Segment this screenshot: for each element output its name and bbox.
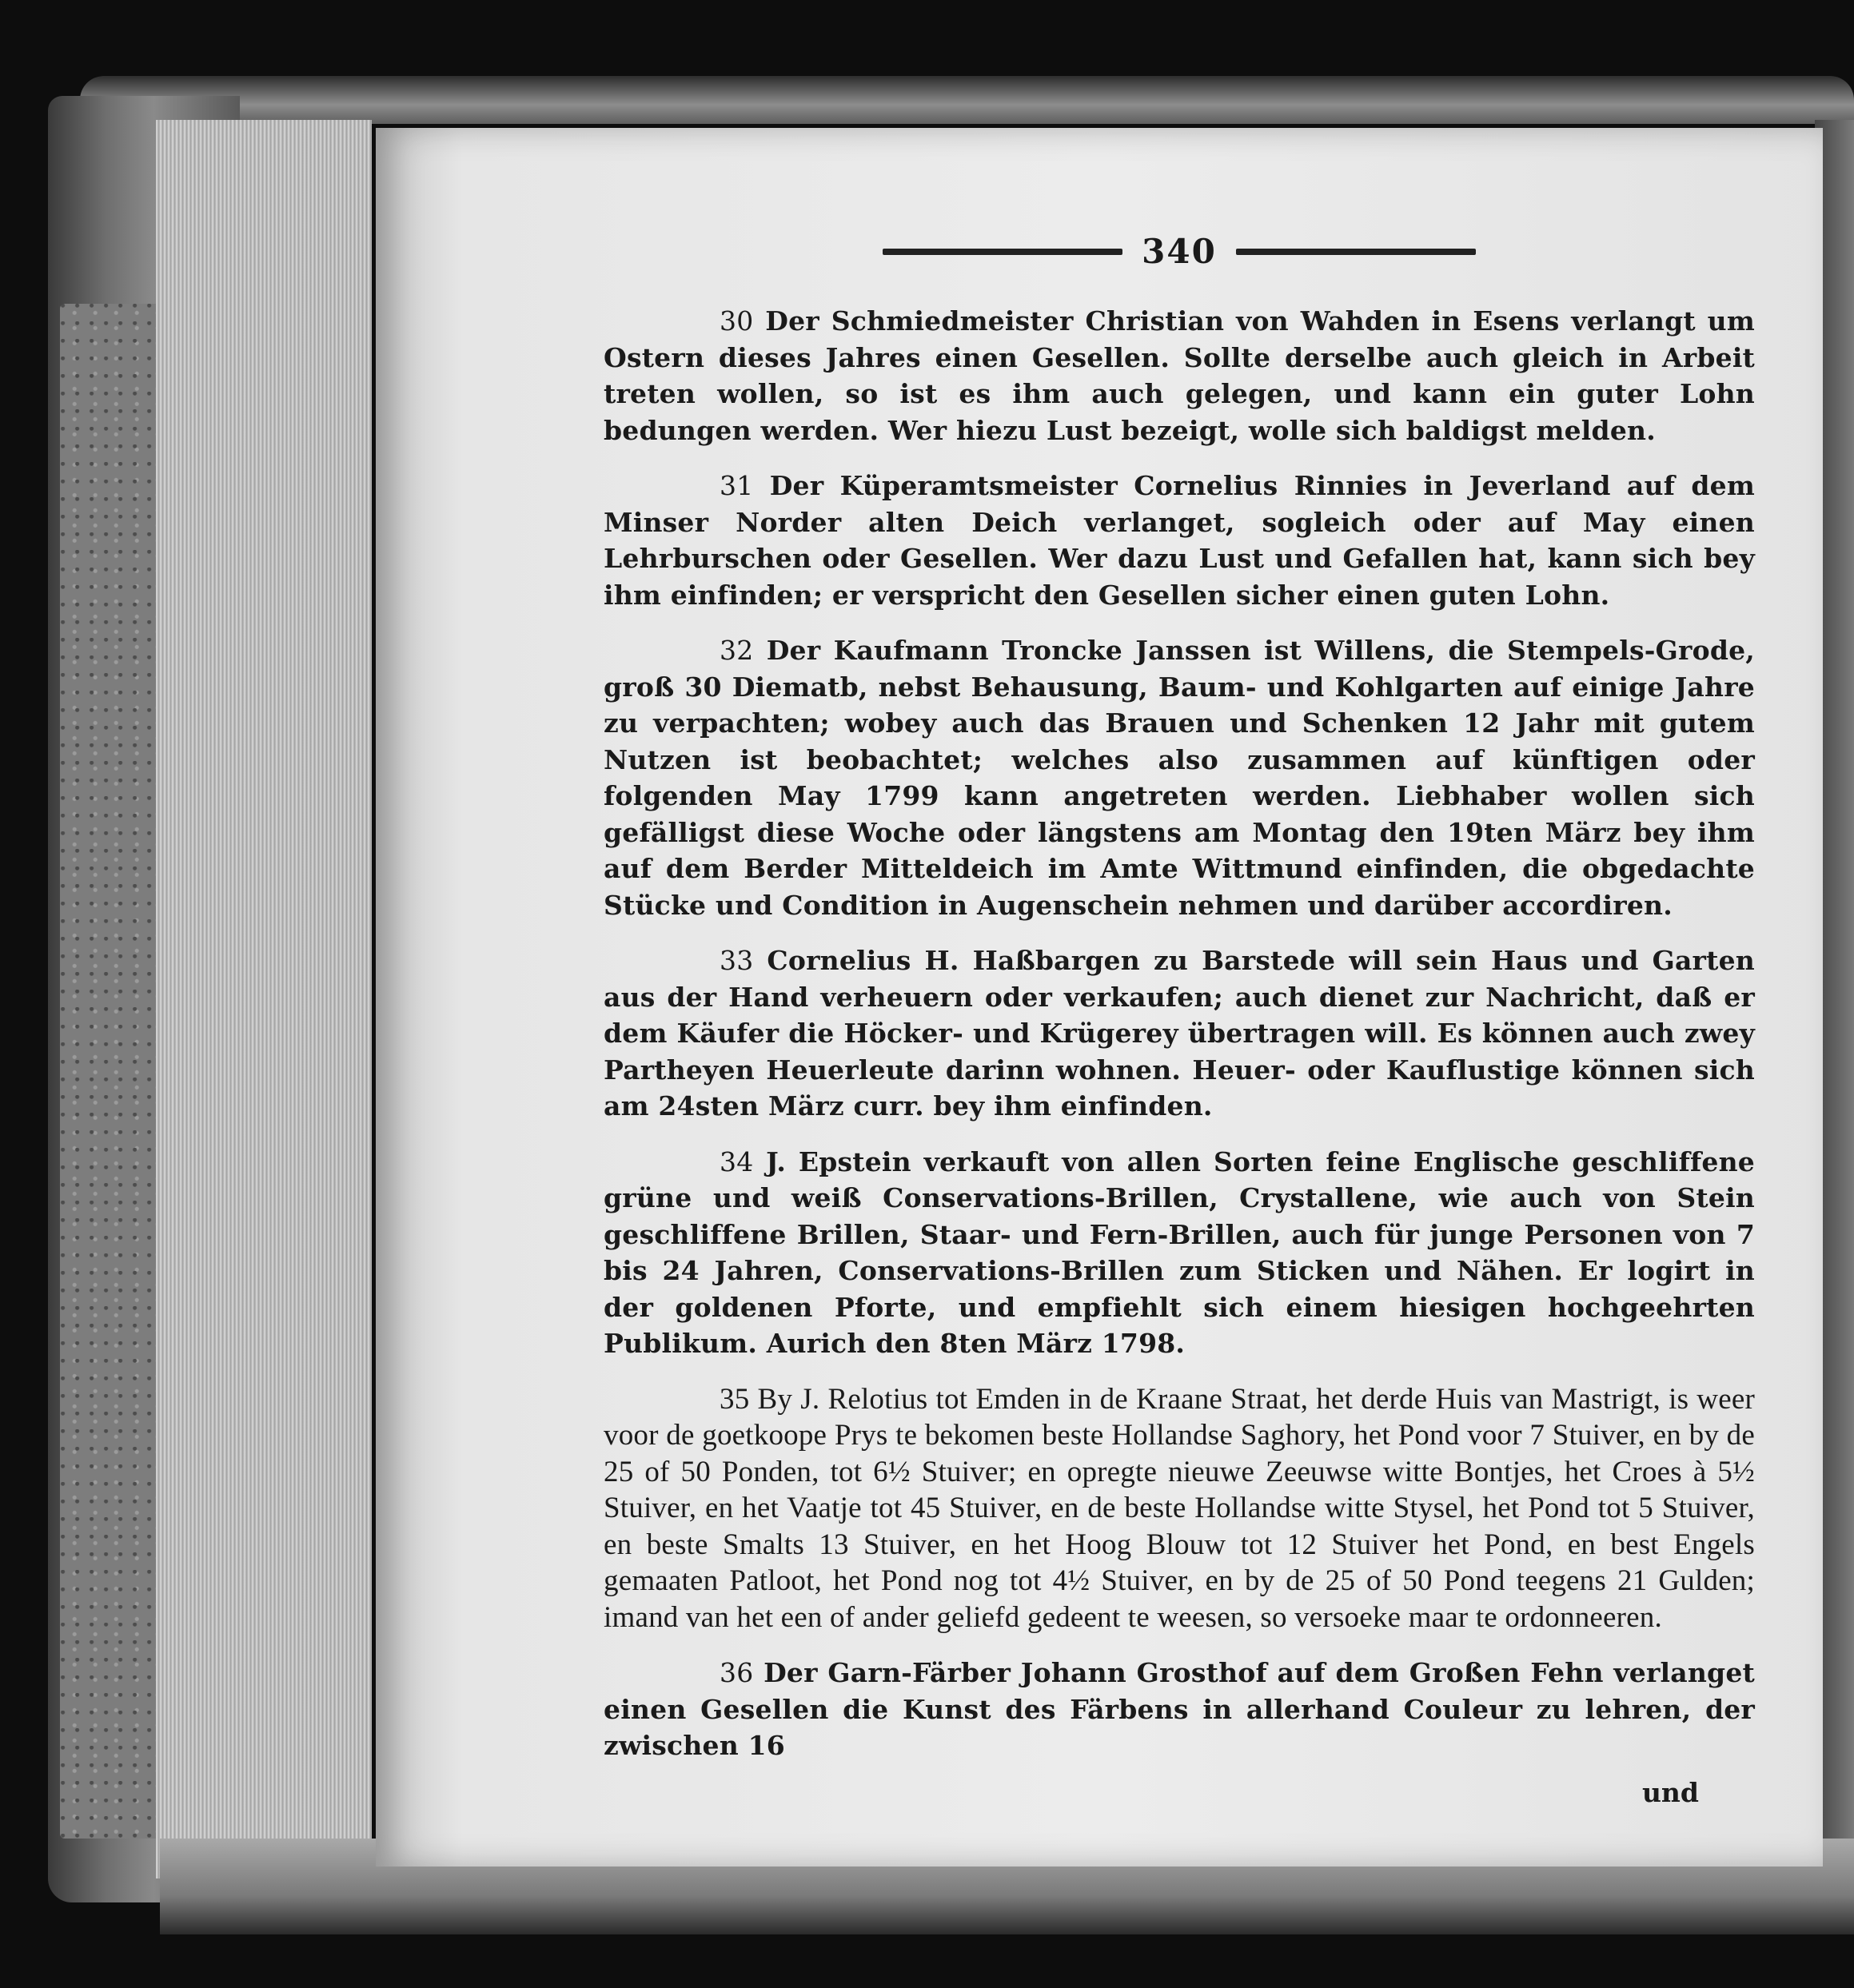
page-header — [604, 232, 1755, 271]
entry-text: J. Epstein verkauft von allen Sorten feine Englische geschliffene grüne und weiß Conservations-Brillen, Crystallene, wie auch von Stein geschliffene Brillen, Staar- und Fern-Brillen, auch für junge Personen von 7 bis 24 Jahren, Conservations-Brillen zum Sticken und Nähen. Er logirt in der goldenen Pforte, und empfiehlt sich einem hiesigen hochgeehrten Publikum. Aurich den 8ten März 1798. — [604, 1145, 1755, 1359]
entry-number: 33 — [720, 945, 754, 976]
advertisement-entry — [604, 632, 1755, 923]
page-content — [604, 232, 1755, 1808]
catchword: und — [1641, 1776, 1699, 1808]
entry-text: Der Garn-Färber Johann Grosthof auf dem Großen Fehn verlanget einen Gesellen die Kunst des Färbens in allerhand Couleur zu lehren, der zwischen 16 — [604, 1657, 1755, 1761]
entry-text: Der Schmiedmeister Christian von Wahden in Esens verlangt um Ostern dieses Jahres einen Gesellen. Sollte derselbe auch gleich in Arbeit treten wollen, so ist es ihm auch gelegen, und kann ein guter Lohn bedungen werden. Wer hiezu Lust bezeigt, wolle sich baldigst melden. — [604, 305, 1755, 446]
entry-number: 34 — [720, 1145, 754, 1177]
entry-text: Cornelius H. Haßbargen zu Barstede will sein Haus und Garten aus der Hand verheuern oder verkaufen; auch dienet zur Nachricht, daß er dem Käufer die Höcker- und Krügerey übertragen will. Es können auch zwey Partheyen Heuerleute darinn wohnen. Heuer- oder Kauflustige können sich am 24sten März curr. bey ihm einfinden. — [604, 945, 1755, 1121]
advertisement-entry — [604, 1655, 1755, 1764]
advertisement-entry — [604, 942, 1755, 1125]
advertisement-entry — [604, 303, 1755, 448]
book-cover-top — [80, 76, 1854, 124]
entry-text: Der Küperamtsmeister Cornelius Rinnies in Jeverland auf dem Minser Norder alten Deich verlanget, sogleich oder auf May einen Lehrburschen oder Gesellen. Wer dazu Lust und Gefallen hat, kann sich bey ihm einfinden; er verspricht den Gesellen sicher einen guten Lohn. — [604, 470, 1755, 611]
entry-text: By J. Relotius tot Emden in de Kraane Straat, het derde Huis van Mastrigt, is weer voor de goetkoope Prys te bekomen beste Hollandse Saghory, het Pond voor 7 Stuiver, en by de 25 of 50 Ponden, tot 6½ Stuiver; en opregte nieuwe Zeeuwse witte Bontjes, het Croes à 5½ Stuiver, en het Vaatje tot 45 Stuiver, en de beste Hollandse witte Stysel, het Pond tot 5 Stuiver, en beste Smalts 13 Stuiver, en het Hoog Blouw tot 12 Stuiver het Pond, en best Engels gemaaten Patloot, het Pond nog tot 4½ Stuiver, en by de 25 of 50 Pond teegens 21 Gulden; imand van het een of ander geliefd gedeent te weesen, so versoeke maar te ordonneeren. — [604, 1382, 1755, 1634]
entry-number: 36 — [720, 1657, 754, 1688]
page-edges — [156, 120, 372, 1878]
entry-number: 31 — [720, 470, 754, 501]
entry-number: 32 — [720, 635, 754, 666]
page-number: 340 — [1142, 232, 1217, 271]
entry-number: 35 — [720, 1382, 750, 1416]
advertisement-entry — [604, 1144, 1755, 1362]
entry-number: 30 — [720, 305, 754, 337]
advertisement-entry — [604, 468, 1755, 613]
advertisement-entry-dutch — [604, 1381, 1755, 1636]
header-rule-right — [1236, 249, 1476, 255]
header-rule-left — [883, 249, 1122, 255]
entry-text: Der Kaufmann Troncke Janssen ist Willens, die Stempels-Grode, groß 30 Diematb, nebst Behausung, Baum- und Kohlgarten auf einige Jahre zu verpachten; wobey auch das Brauen und Schenken 12 Jahr mit gutem Nutzen ist beobachtet; welches also zusammen auf künftigen oder folgenden May 1799 kann angetreten werden. Liebhaber wollen sich gefälligst diese Woche oder längstens am Montag den 19ten März bey ihm auf dem Berder Mitteldeich im Amte Wittmund einfinden, die obgedachte Stücke und Condition in Augenschein nehmen und darüber accordiren. — [604, 635, 1755, 921]
